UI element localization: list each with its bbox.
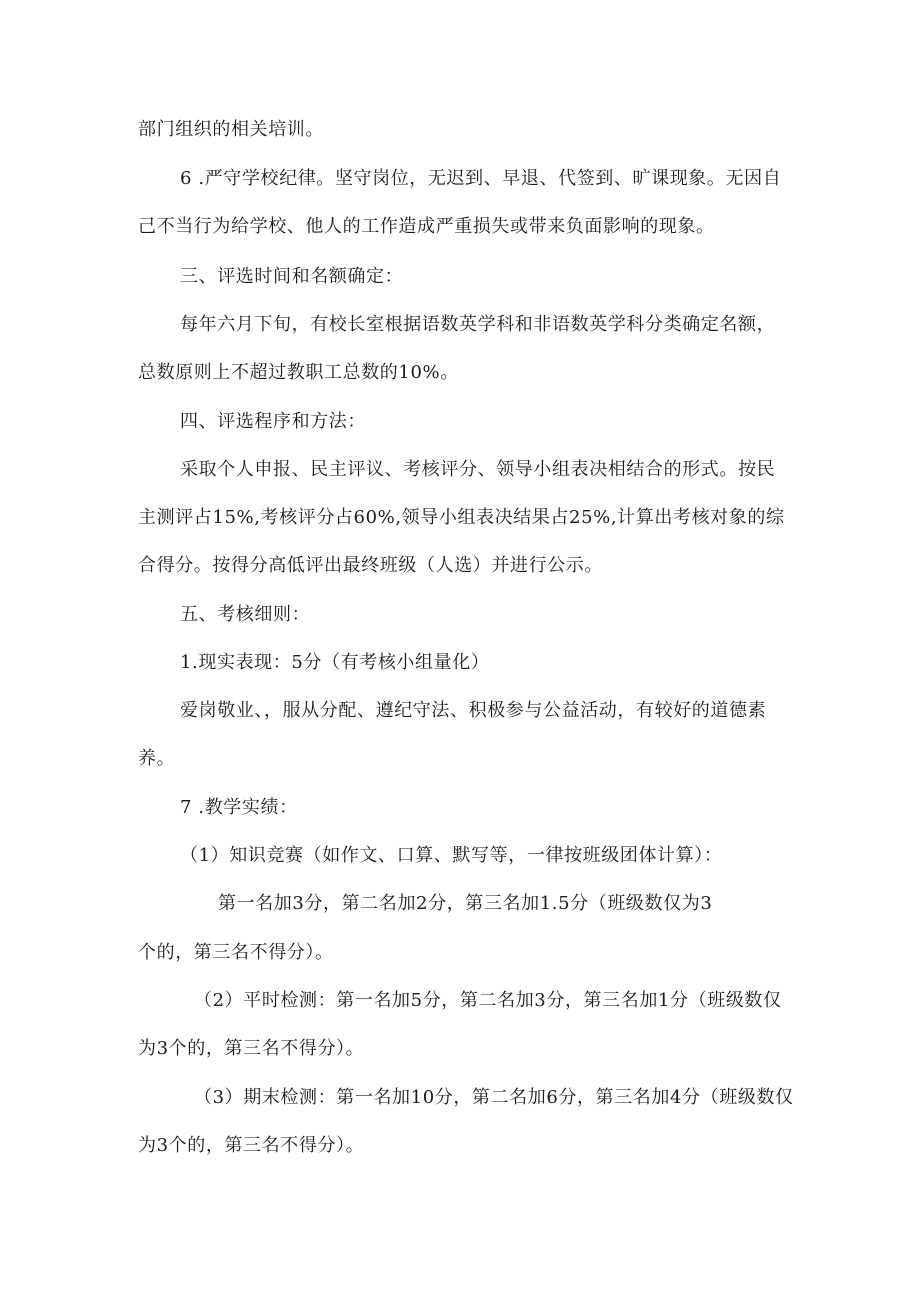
paragraph-line: 爱岗敬业、，服从分配、遵纪守法、积极参与公益活动，有较好的道德素 (180, 700, 767, 721)
paragraph-line: 为3个的，第三名不得分）。 (138, 1135, 365, 1156)
paragraph-line: 每年六月下旬，有校长室根据语数英学科和非语数英学科分类确定名额， (180, 314, 776, 335)
paragraph-line: 第一名加3分，第二名加2分，第三名加1.5分（班级数仅为3 (218, 893, 713, 914)
paragraph-line: 主测评占15%,考核评分占60%,领导小组表决结果占25%,计算出考核对象的综 (138, 507, 785, 528)
paragraph-line: 采取个人申报、民主评议、考核评分、领导小组表决相结合的形式。按民 (180, 459, 776, 480)
section-heading: 三、评选时间和名额确定： (180, 266, 404, 287)
paragraph-line: 己不当行为给学校、他人的工作造成严重损失或带来负面影响的现象。 (138, 216, 715, 237)
list-item: （2）平时检测：第一名加5分，第二名加3分，第三名加1分（班级数仅 (194, 990, 782, 1011)
paragraph-line: 个的，第三名不得分）。 (138, 942, 334, 963)
paragraph-line: 养。 (138, 748, 176, 769)
paragraph-line: 合得分。按得分高低评出最终班级（人选）并进行公示。 (138, 555, 603, 576)
paragraph-line: 部门组织的相关培训。 (138, 119, 324, 140)
section-heading: 五、考核细则： (180, 604, 311, 625)
subsection-heading: 7 .教学实绩： (180, 797, 298, 818)
section-heading: 四、评选程序和方法： (180, 411, 366, 432)
list-item: （3）期末检测：第一名加10分，第二名加6分，第三名加4分（班级数仅 (194, 1087, 794, 1108)
paragraph-line: 为3个的，第三名不得分）。 (138, 1038, 365, 1059)
paragraph-line: 总数原则上不超过教职工总数的10%。 (138, 362, 459, 383)
paragraph-line: 6 .严守学校纪律。坚守岗位，无迟到、早退、代签到、旷课现象。无因自 (180, 168, 782, 189)
subsection-heading: 1.现实表现：5分（有考核小组量化） (180, 652, 490, 673)
list-item: （1）知识竞赛（如作文、口算、默写等，一律按班级团体计算）： (180, 845, 723, 866)
